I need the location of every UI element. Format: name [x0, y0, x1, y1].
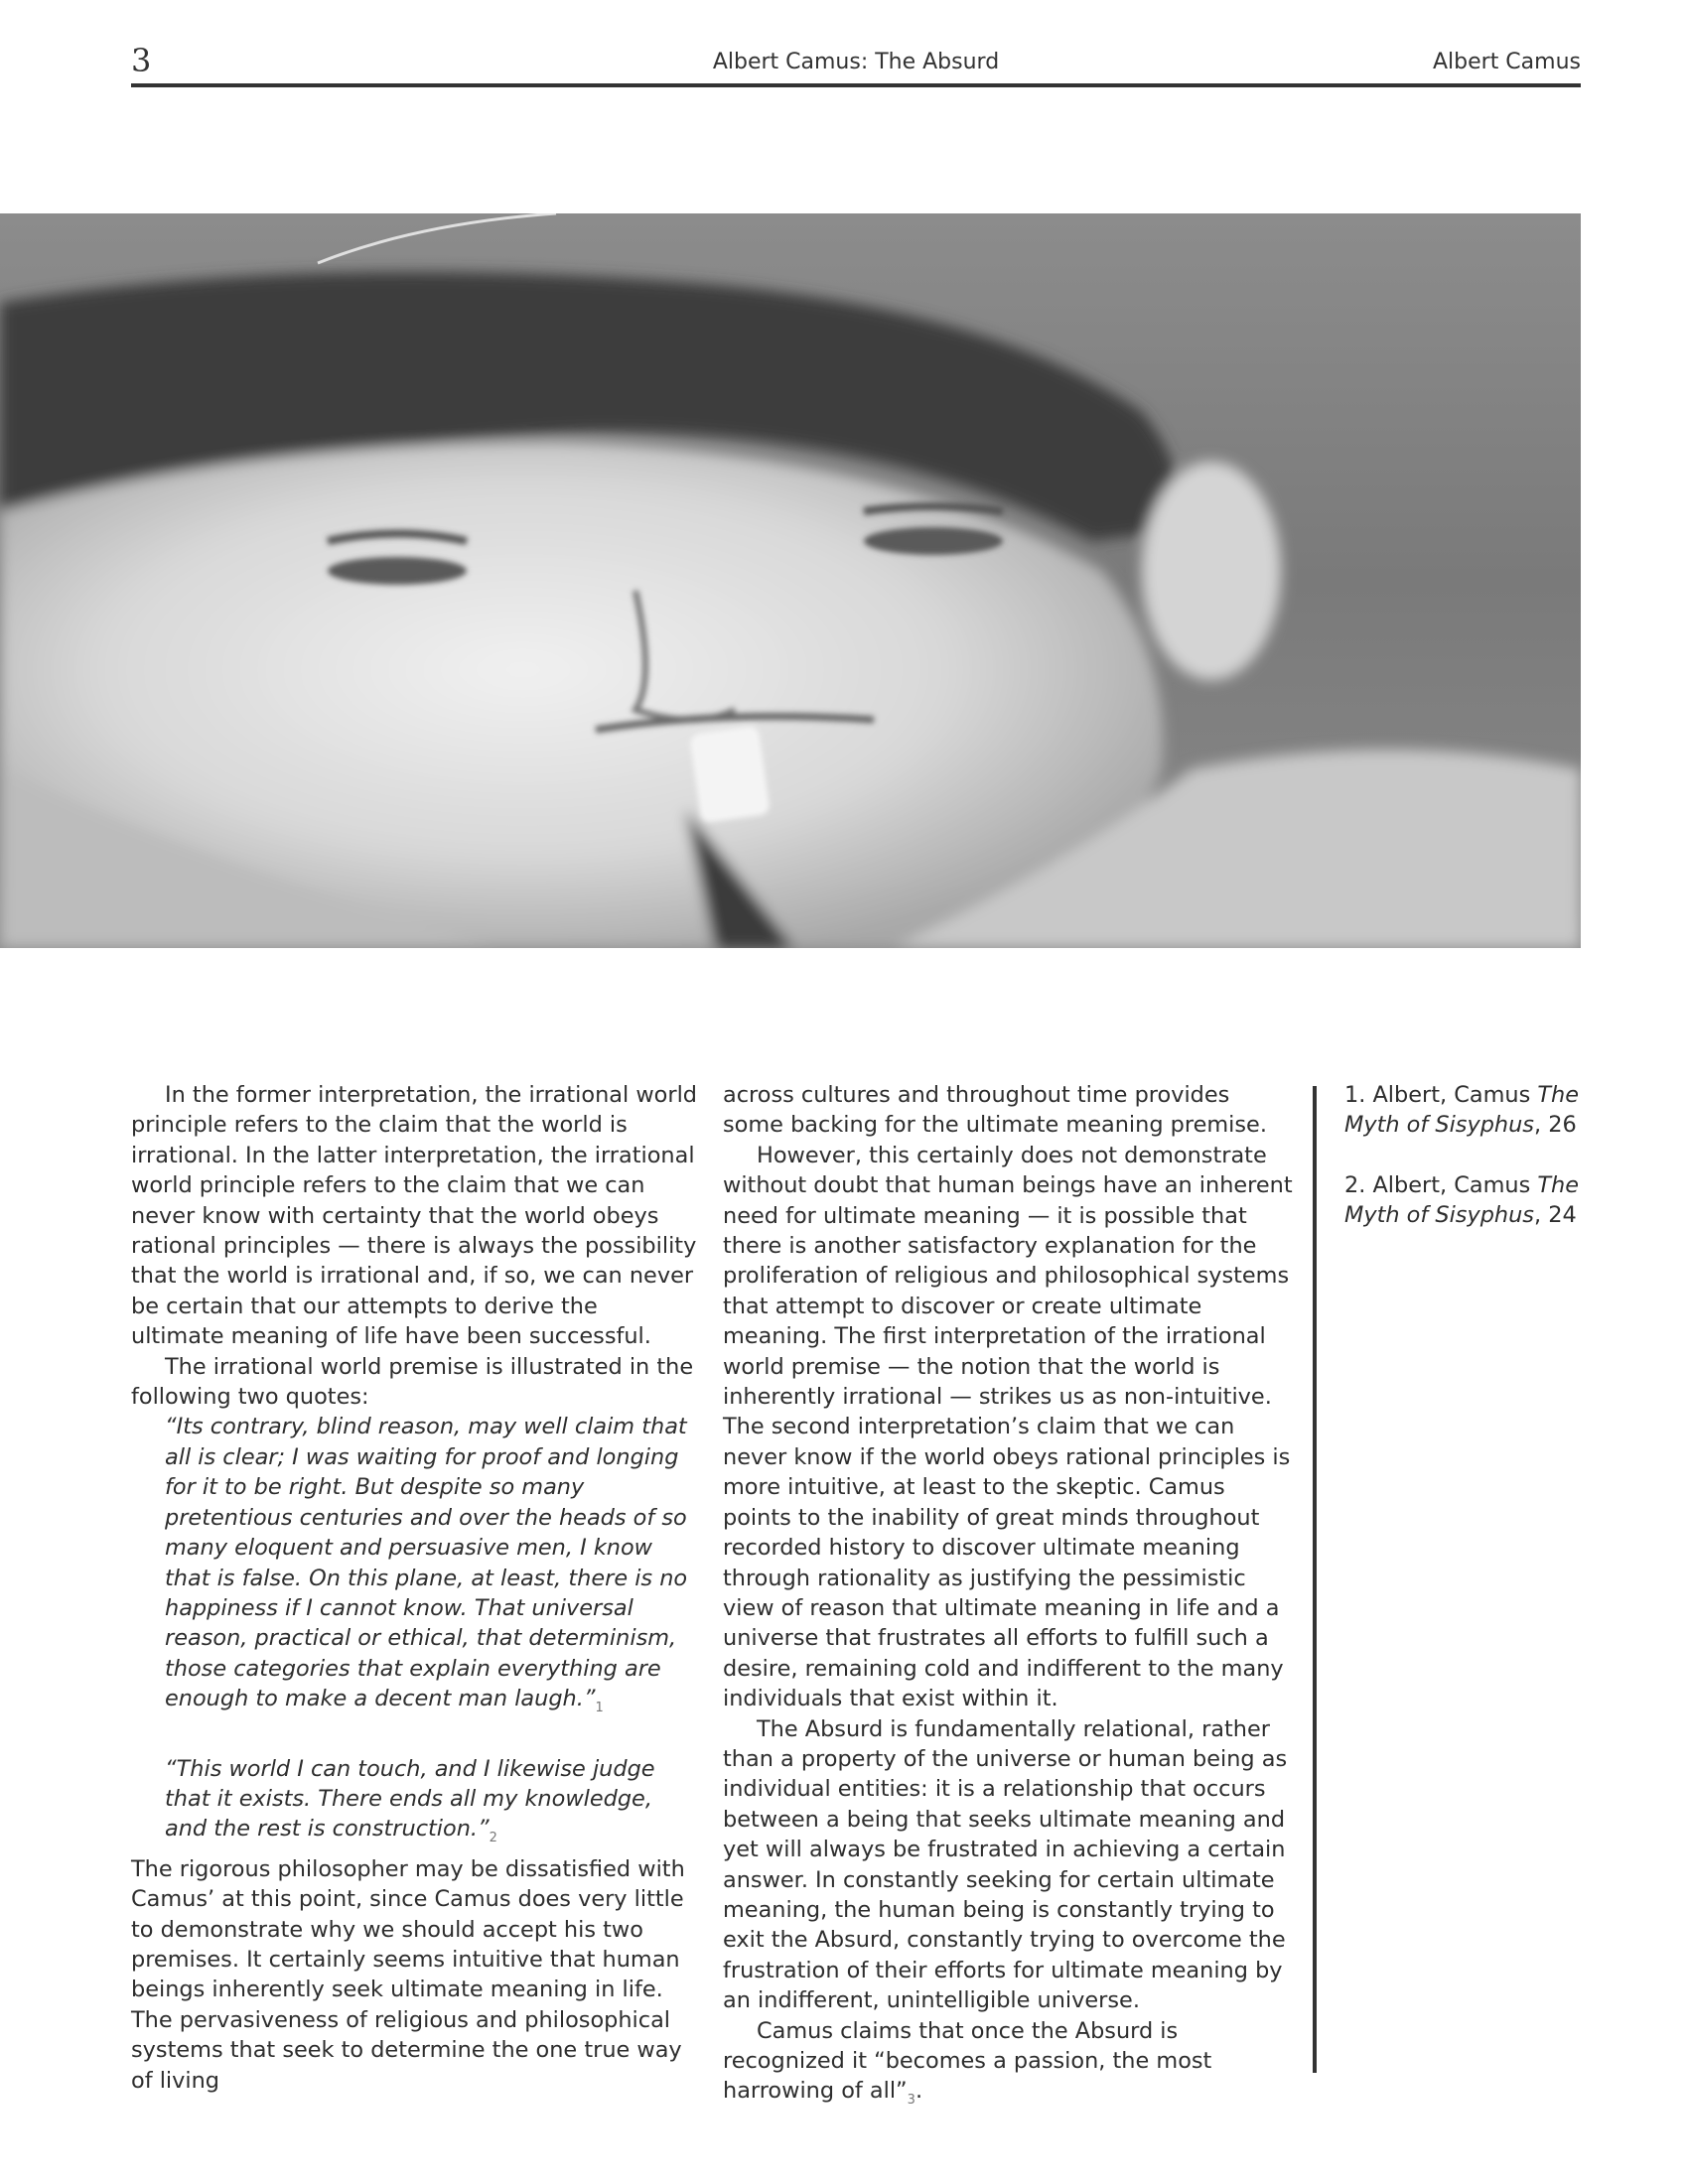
running-header [131, 40, 1581, 87]
quote-text: “Its contrary, blind reason, may well claim that all is clear; I was waiting for proof and longing for it to be right. But despite so many pretentious centuries and over the heads of so many eloquent and persuasive men, I know that is false. On this plane, at least, there is no happiness if I cannot know. That universal reason, practical or ethical, that determinism, those categories that explain everything are enough to make a decent man laugh.” [165, 1414, 688, 1712]
paragraph [723, 2016, 1294, 2116]
paragraph: The irrational world premise is illustrated in the following two quotes: [131, 1353, 694, 1411]
footnote-prefix: 2. Albert, Camus [1344, 1171, 1538, 1198]
portrait-photo [0, 213, 1581, 948]
footnote-ref: 1 [595, 1701, 604, 1716]
paragraph: In the former interpretation, the irrational world principle refers to the claim that the world is irrational. In the latter interpretation, the irrational world principle refers to the claim that we can never know with certainty that the world obeys rational principles — there is always the possibility that the world is irrational and, if so, we can never be certain that our attempts to derive the ultimate meaning of life have been successful. [131, 1082, 697, 1350]
footnote-prefix: 1. Albert, Camus [1344, 1082, 1538, 1108]
paragraph: The Absurd is fundamentally relational, rather than a property of the universe or human being as individual entities: it is a relationship that occurs between a being that seeks ultimate meaning and yet will always be frustrated in achieving a certain answer. In constantly seeking for certain ultimate meaning, the human being is constantly trying to exit the Absurd, constantly trying to overcome the frustration of their efforts for ultimate meaning by an indifferent, unintelligible universe. [723, 1715, 1288, 2014]
sidebar-divider [1313, 1086, 1317, 2073]
block-quote [131, 1412, 697, 1723]
footnote-suffix: , 24 [1533, 1202, 1577, 1229]
footnote-suffix: , 26 [1533, 1112, 1577, 1139]
footnote-title: The Myth of Sisyphus [1344, 1082, 1580, 1139]
paragraph: across cultures and throughout time provides some backing for the ultimate meaning premise. [723, 1082, 1267, 1139]
footnote-ref: 2 [489, 1831, 497, 1846]
footnotes [1344, 1080, 1583, 1261]
paragraph: However, this certainly does not demonstrate without doubt that human beings have an inherent need for ultimate meaning — it is possible that there is another satisfactory explanation for the proliferation of religious and philosophical systems that attempt to discover or create ultimate meaning. The first interpretation of the irrational world premise — the notion that the world is inherently irrational — strikes us as non-intuitive. The second interpretation’s claim that we can never know if the world obeys rational principles is more intuitive, at least to the skeptic. Camus points to the inability of great minds throughout recorded history to discover ultimate meaning through rationality as justifying the pessimistic view of reason that ultimate meaning in life and a universe that frustrates all efforts to fulfill such a desire, remaining cold and indifferent to the many individuals that exist within it. [723, 1142, 1293, 1712]
block-quote [131, 1754, 697, 1854]
middle-column [723, 1080, 1294, 2116]
left-column [131, 1080, 697, 2096]
page-number: 3 [131, 42, 152, 79]
footnote-title: The Myth of Sisyphus [1344, 1171, 1580, 1229]
footnote-ref: 3 [907, 2093, 915, 2109]
paragraph-end: . [914, 2078, 923, 2105]
running-title: Albert Camus: The Absurd [712, 50, 1000, 74]
paragraph-text: Camus claims that once the Absurd is recognized it “becomes a passion, the most harrowing of all” [723, 2017, 1212, 2105]
quote-text: “This world I can touch, and I likewise judge that it exists. There ends all my knowledge, and the rest is construction.” [165, 1755, 655, 1843]
footnote [1344, 1170, 1583, 1231]
running-author: Albert Camus [1432, 50, 1581, 74]
footnote [1344, 1080, 1583, 1141]
paragraph: The rigorous philosopher may be dissatisfied with Camus’ at this point, since Camus does very little to demonstrate why we should accept his two premises. It certainly seems intuitive that human beings inherently seek ultimate meaning in life. The pervasiveness of religious and philosophical systems that seek to determine the one true way of living [131, 1855, 685, 2094]
